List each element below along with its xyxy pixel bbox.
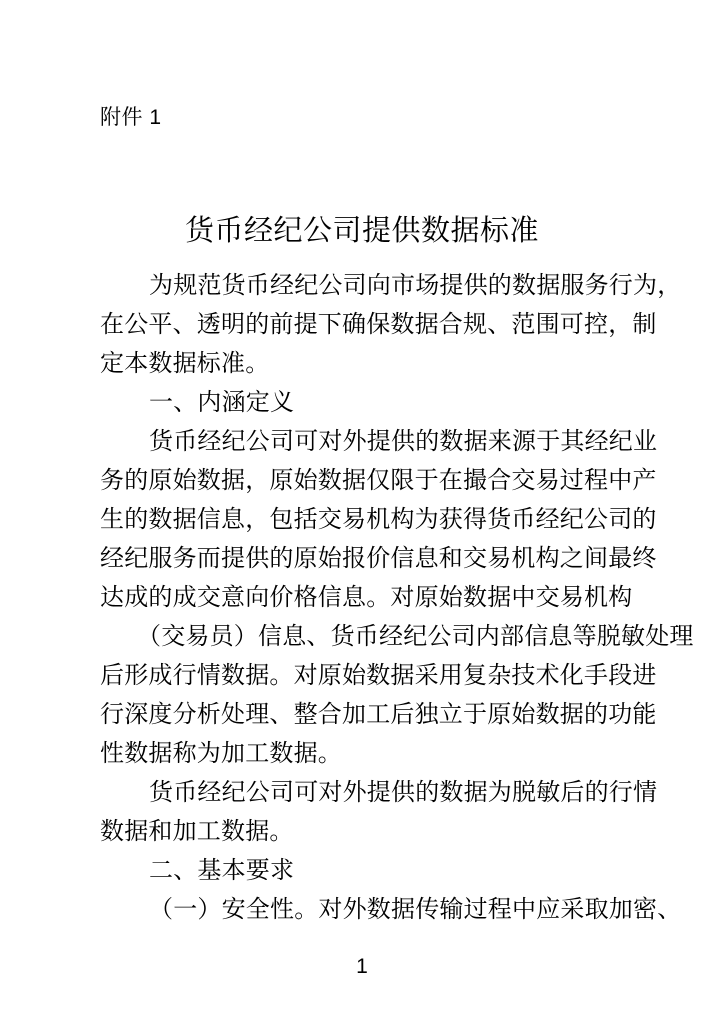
- page-title: 货币经纪公司提供数据标准: [184, 215, 539, 248]
- body-line: 数据和加工数据。: [100, 818, 294, 845]
- page-number: 1: [356, 955, 368, 978]
- body-line: 为规范货币经纪公司向市场提供的数据服务行为，: [149, 272, 682, 299]
- body-line: 二、基本要求: [149, 857, 295, 884]
- body-line: 达成的成交意向价格信息。对原始数据中交易机构: [100, 584, 633, 611]
- body-line: （交易员）信息、货币经纪公司内部信息等脱敏处理: [137, 623, 694, 650]
- body-line: 行深度分析处理、整合加工后独立于原始数据的功能: [100, 701, 657, 728]
- body-line: 定本数据标准。: [100, 350, 270, 377]
- attachment-label: 附件 1: [100, 106, 162, 129]
- body-line: （一）安全性。对外数据传输过程中应采取加密、: [149, 896, 682, 923]
- body-line: 货币经纪公司可对外提供的数据为脱敏后的行情: [149, 779, 658, 806]
- body-line: 生的数据信息，包括交易机构为获得货币经纪公司的: [100, 506, 657, 533]
- body-line: 在公平、透明的前提下确保数据合规、范围可控，制: [100, 311, 657, 338]
- body-line: 货币经纪公司可对外提供的数据来源于其经纪业: [149, 428, 658, 455]
- body-line: 一、内涵定义: [149, 389, 295, 416]
- body-line: 性数据称为加工数据。: [100, 740, 342, 767]
- body-line: 后形成行情数据。对原始数据采用复杂技术化手段进: [100, 662, 657, 689]
- body-line: 务的原始数据，原始数据仅限于在撮合交易过程中产: [100, 467, 657, 494]
- document-body: [100, 266, 694, 929]
- body-line: 经纪服务而提供的原始报价信息和交易机构之间最终: [100, 545, 657, 572]
